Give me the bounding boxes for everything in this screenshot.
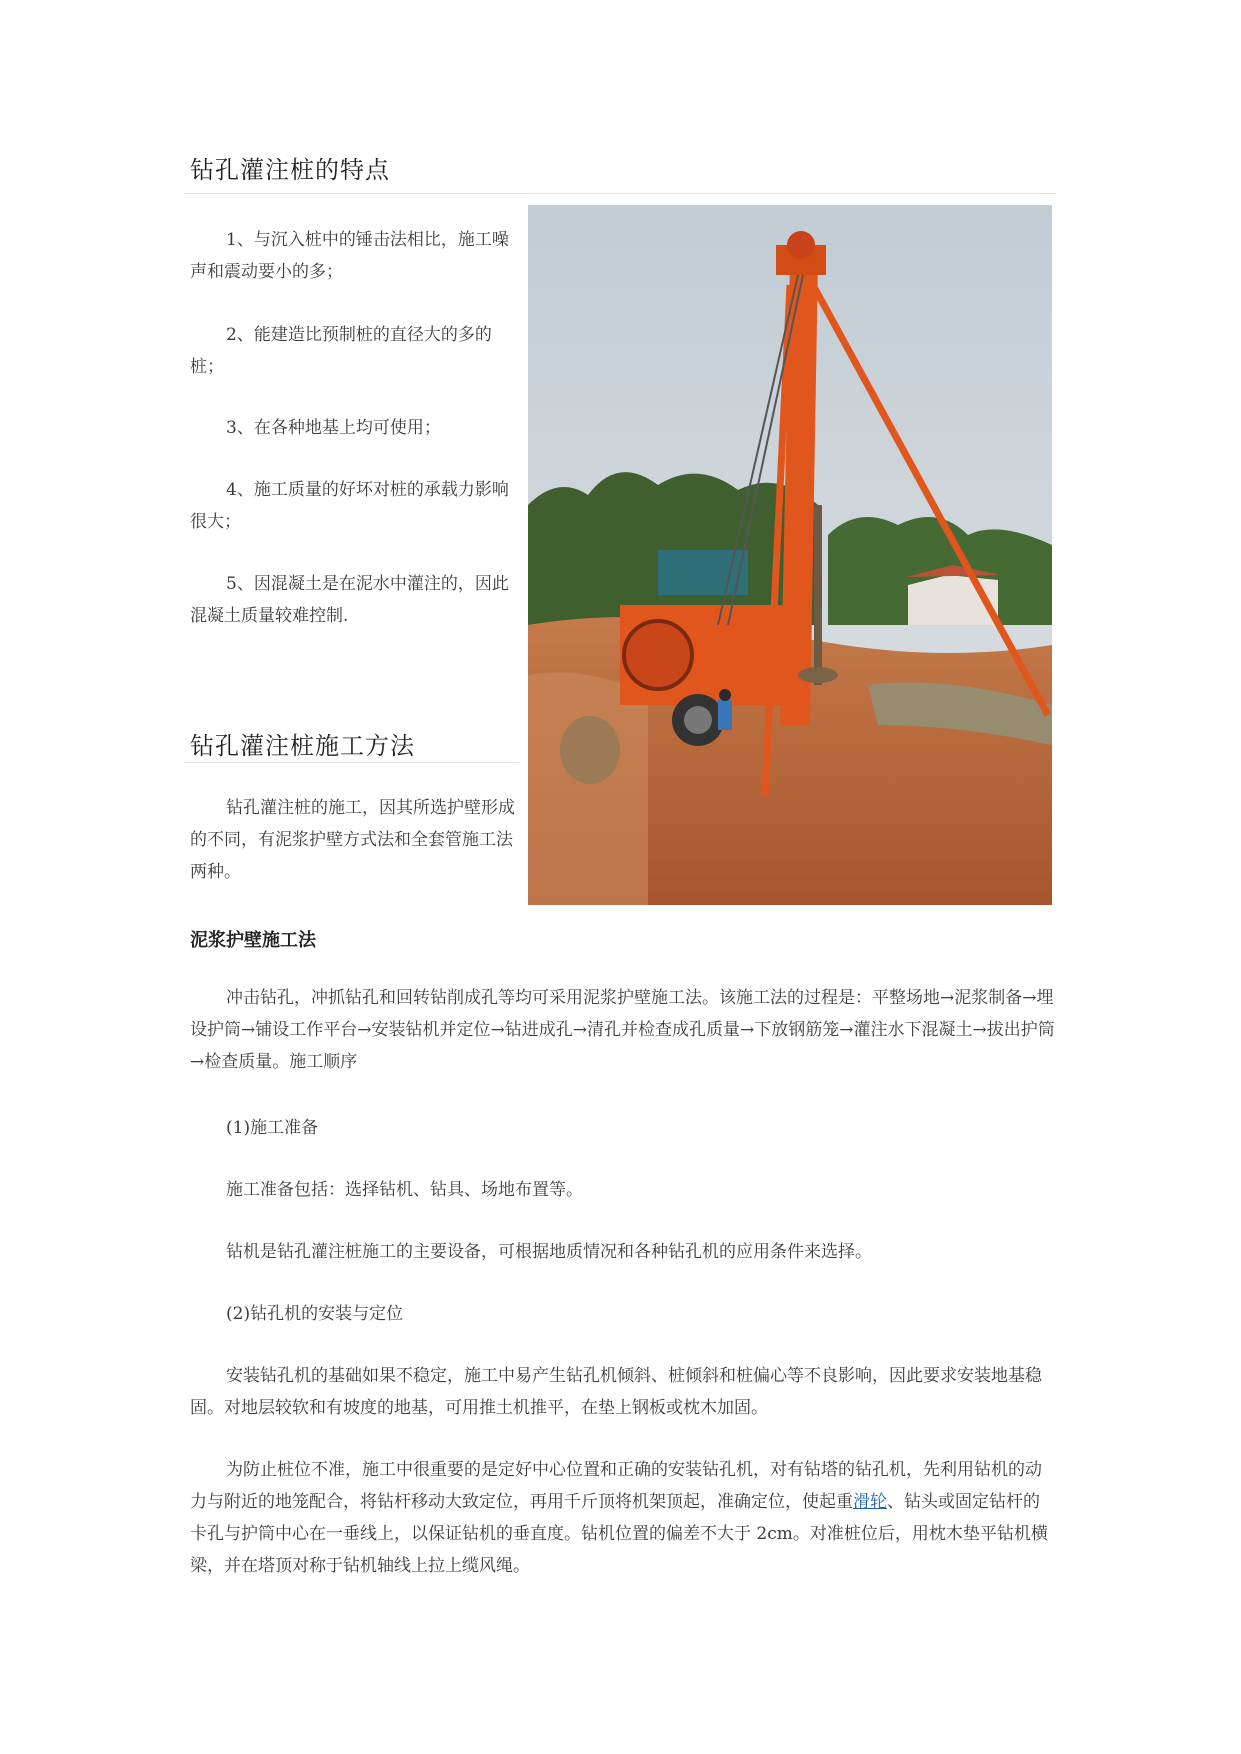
feature-item-2: 2、能建造比预制桩的直径大的多的桩； (190, 325, 492, 377)
step-title-installation: (2)钻孔机的安装与定位 (226, 1304, 404, 1324)
preparation-text: 施工准备包括：选择钻机、钻具、场地布置等。 (226, 1180, 583, 1200)
installation-text-b: 、钻头或固定钻杆的卡孔与护筒中心在一垂线上，以保证钻机的垂直度。钻机位置的偏差不大于 2cm。对准桩位后，用枕木垫平钻机横梁，并在塔顶对称于钻机轴线上拉上缆风绳。 (190, 1492, 1048, 1576)
drill-selection-text: 钻机是钻孔灌注桩施工的主要设备，可根据地质情况和各种钻孔机的应用条件来选择。 (226, 1242, 872, 1262)
installation-paragraph-1: 安装钻孔机的基础如果不稳定，施工中易产生钻孔机倾斜、桩倾斜和桩偏心等不良影响，因此要求安装地基稳固。对地层较软和有坡度的地基，可用推土机推平，在垫上钢板或枕木加固。 (190, 1366, 1042, 1418)
installation-text-a: 为防止桩位不准，施工中很重要的是定好中心位置和正确的安装钻孔机，对有钻塔的钻孔机，先利用钻机的动力与附近的地笼配合，将钻杆移动大致定位，再用千斤顶将机架顶起，准确定位，使起重 (190, 1460, 1042, 1512)
feature-item-5: 5、因混凝土是在泥水中灌注的，因此混凝土质量较难控制. (190, 574, 509, 626)
process-paragraph: 冲击钻孔，冲抓钻孔和回转钻削成孔等均可采用泥浆护壁施工法。该施工法的过程是：平整场地→泥浆制备→埋设护筒→铺设工作平台→安装钻机并定位→钻进成孔→清孔并检查成孔质量→下放钢筋笼→灌注水下混凝土→拔出护筒→检查质量。施工顺序 (190, 988, 1055, 1072)
subsection-title: 泥浆护壁施工法 (190, 930, 316, 951)
pulley-link[interactable]: 滑轮 (853, 1492, 887, 1512)
methods-intro: 钻孔灌注桩的施工，因其所选护壁形成的不同，有泥浆护壁方式法和全套管施工法两种。 (190, 798, 515, 882)
feature-item-4: 4、施工质量的好坏对桩的承载力影响很大； (190, 480, 509, 532)
drilling-rig-photo (528, 205, 1052, 905)
section-divider (184, 762, 519, 763)
installation-paragraph-2 (190, 1454, 1056, 1582)
feature-item-1: 1、与沉入桩中的锤击法相比，施工噪声和震动要小的多； (190, 230, 509, 282)
section-title-features: 钻孔灌注桩的特点 (190, 156, 390, 184)
step-title-preparation: (1)施工准备 (226, 1118, 319, 1138)
feature-item-3: 3、在各种地基上均可使用； (226, 418, 441, 438)
section-title-methods: 钻孔灌注桩施工方法 (190, 732, 415, 760)
section-divider (184, 193, 1056, 194)
